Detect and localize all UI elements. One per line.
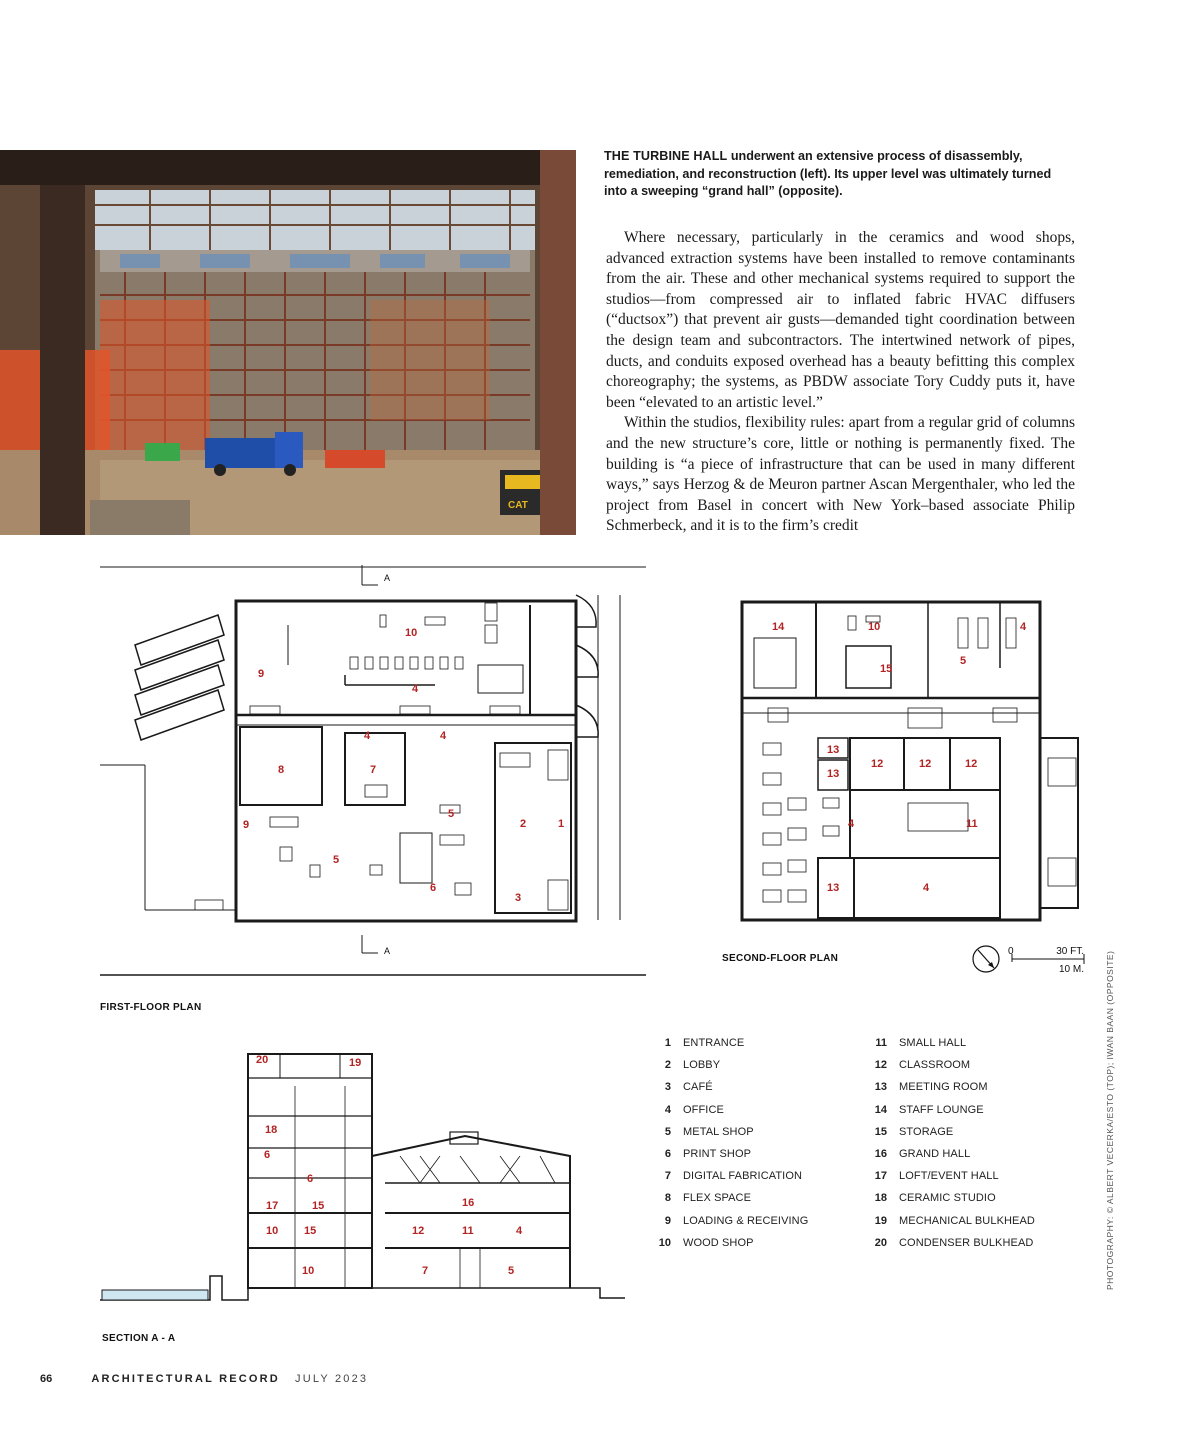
legend-item: 20 CONDENSER BULKHEAD <box>874 1236 1034 1249</box>
room-number: 10 <box>868 621 881 633</box>
room-number: 10 <box>405 627 418 639</box>
room-number: 5 <box>960 655 967 667</box>
legend-item: 19 MECHANICAL BULKHEAD <box>874 1214 1035 1227</box>
room-number: 4 <box>848 818 855 830</box>
second-floor-plan <box>738 598 1083 928</box>
page-number: 66 <box>40 1373 53 1385</box>
legend-item: 10 WOOD SHOP <box>658 1236 754 1249</box>
body-paragraph-2: Within the studios, flexibility rules: apart from a regular grid of columns and the new structure’s core, little or nothing is permanently fixed. The building is “a piece of infrastructure that can be used in many different ways,” says Herzog & de Meuron partner Ascan Mergenthaler, who led the project from Basel in concert with New York–based associate Philip Schmerbeck, and it is to the firm’s credit <box>606 414 1075 535</box>
scale-bar <box>970 942 1090 976</box>
room-number: 8 <box>278 764 285 776</box>
scale-meters: 10 M. <box>1058 964 1084 975</box>
legend-item: 17 LOFT/EVENT HALL <box>874 1170 999 1183</box>
room-number: 15 <box>880 663 893 675</box>
room-number: 1 <box>558 818 565 830</box>
legend-item: 8 FLEX SPACE <box>664 1192 752 1205</box>
cat-sign: CAT <box>508 500 528 511</box>
legend-item: 1 ENTRANCE <box>664 1037 745 1050</box>
room-number: 18 <box>265 1124 278 1136</box>
room-number: 3 <box>515 892 522 904</box>
scale-feet: 30 FT. <box>1056 946 1084 957</box>
legend <box>643 1032 1073 1262</box>
legend-item: 13 MEETING ROOM <box>874 1081 988 1094</box>
legend-item: 3 CAFÉ <box>664 1081 713 1094</box>
caption-lead: THE TURBINE HALL <box>604 149 728 163</box>
room-number: 5 <box>333 854 340 866</box>
room-number: 14 <box>772 621 785 633</box>
room-number: 4 <box>516 1225 523 1237</box>
room-number: 4 <box>440 730 447 742</box>
issue-date: JULY 2023 <box>295 1373 369 1385</box>
publication-name: ARCHITECTURAL RECORD <box>91 1373 280 1385</box>
room-number: 7 <box>422 1265 429 1277</box>
room-number: 9 <box>243 819 250 831</box>
legend-item: 6 PRINT SHOP <box>664 1148 752 1161</box>
legend-item: 16 GRAND HALL <box>874 1148 971 1161</box>
legend-item: 14 STAFF LOUNGE <box>874 1103 984 1116</box>
body-paragraph-1: Where necessary, particularly in the ceramics and wood shops, advanced extraction systems have been installed to remove contaminants from the air. These and other mechanical systems required to support the studios—from compressed air to inflated fabric HVAC diffusers (“ductsox”) that prevent air gusts—demanded tight coordination between the design team and subcontractors. The intertwined network of pipes, ducts, and conduits exposed overhead has a beauty befitting this complex choreography; the systems, as PBDW associate Tory Cuddy puts it, have been “elevated to an artistic level.” <box>606 229 1075 411</box>
section-a-a-drawing <box>100 1048 640 1318</box>
room-number: 12 <box>965 758 978 770</box>
room-number: 4 <box>923 882 930 894</box>
room-number: 13 <box>827 744 840 756</box>
legend-item: 9 LOADING & RECEIVING <box>664 1214 809 1227</box>
room-number: 20 <box>256 1054 269 1066</box>
legend-item: 7 DIGITAL FABRICATION <box>664 1170 803 1183</box>
caption-text: underwent an extensive process of disassembly, remediation, and reconstruction (left). Its upper level was ultimately turned into a sweeping “grand hall” (opposite). <box>604 149 1052 198</box>
room-number: 4 <box>1020 621 1027 633</box>
legend-item: 18 CERAMIC STUDIO <box>874 1192 996 1205</box>
legend-column-right <box>859 1032 1035 1254</box>
photo-credit-text: PHOTOGRAPHY: © ALBERT VECERKA/ESTO (TOP); IWAN BAAN (OPPOSITE) <box>1105 950 1115 1290</box>
room-number: 15 <box>304 1225 317 1237</box>
second-floor-plan-label: SECOND-FLOOR PLAN <box>722 953 839 964</box>
room-number: 15 <box>312 1200 325 1212</box>
room-number: 5 <box>448 808 455 820</box>
article-body <box>606 228 1075 537</box>
room-number: 12 <box>871 758 884 770</box>
photo-caption <box>604 148 1054 201</box>
room-number: 2 <box>520 818 527 830</box>
room-number: 17 <box>266 1200 279 1212</box>
room-number: 13 <box>827 768 840 780</box>
scale-zero: 0 <box>1008 946 1014 957</box>
legend-column-left <box>643 1032 808 1254</box>
room-number: 9 <box>258 668 265 680</box>
room-number: 12 <box>919 758 932 770</box>
section-marker-top: A <box>384 573 391 583</box>
room-number: 10 <box>266 1225 279 1237</box>
room-number: 12 <box>412 1225 425 1237</box>
room-number: 4 <box>412 683 419 695</box>
room-number: 4 <box>364 730 371 742</box>
turbine-hall-photo <box>0 150 576 535</box>
room-number: 10 <box>302 1265 315 1277</box>
first-floor-plan-label: FIRST-FLOOR PLAN <box>100 1002 202 1013</box>
page-footer <box>40 1373 368 1385</box>
room-number: 6 <box>307 1173 314 1185</box>
legend-item: 2 LOBBY <box>664 1059 721 1072</box>
room-number: 13 <box>827 882 840 894</box>
legend-item: 5 METAL SHOP <box>664 1125 754 1138</box>
room-number: 19 <box>349 1057 362 1069</box>
photo-credit <box>1105 950 1125 1290</box>
turbine-hall-photo-illustration <box>0 150 576 535</box>
legend-item: 11 SMALL HALL <box>875 1037 967 1050</box>
room-number: 11 <box>462 1225 474 1237</box>
room-number: 11 <box>966 818 978 830</box>
legend-item: 4 OFFICE <box>664 1103 724 1116</box>
room-number: 6 <box>430 882 437 894</box>
first-floor-plan <box>100 565 650 985</box>
section-marker-bottom: A <box>384 946 391 956</box>
room-number: 16 <box>462 1197 475 1209</box>
legend-item: 15 STORAGE <box>874 1125 954 1138</box>
legend-item: 12 CLASSROOM <box>874 1059 971 1072</box>
room-number: 5 <box>508 1265 515 1277</box>
section-label: SECTION A - A <box>102 1333 176 1344</box>
room-number: 6 <box>264 1149 271 1161</box>
room-number: 7 <box>370 764 377 776</box>
